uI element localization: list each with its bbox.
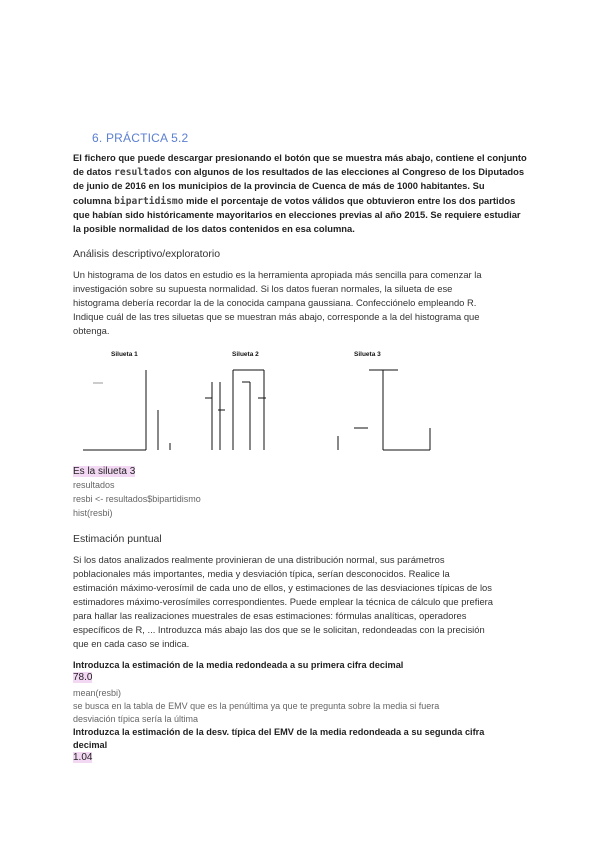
question-desv-cont: decimal: [73, 740, 108, 750]
analisis-title: Análisis descriptivo/exploratorio: [73, 248, 221, 260]
estimacion-line: estimación máximo-verosímil de cada uno de ellos, y estimaciones de las desviaciones típicas de los: [73, 582, 492, 593]
estimacion-line: que en cada caso se indica.: [73, 638, 190, 649]
analisis-line: Un histograma de los datos en estudio es la herramienta apropiada más sencilla para comenzar la: [73, 269, 482, 280]
code-line: resbi <- resultados$bipartidismo: [73, 494, 201, 504]
analisis-line: histograma debería recordar la de la conocida campana gaussiana. Confecciónelo empleando R.: [73, 297, 477, 308]
silueta-2: [205, 370, 266, 450]
estimacion-title: Estimación puntual: [73, 533, 162, 545]
estimacion-line: específicos de R, ... Introduzca más abajo las dos que se le solicitan, redondeadas con la precisión: [73, 624, 485, 635]
code-line: hist(resbi): [73, 508, 113, 518]
silueta-answer: Es la silueta 3: [73, 466, 136, 477]
estimacion-line: estimadores máximo-verosímiles correspondientes. Puede emplear la técnica de cálculo que prefiera: [73, 596, 493, 607]
question-media: Introduzca la estimación de la media redondeada a su primera cifra decimal: [73, 660, 404, 670]
estimacion-line: Si los datos analizados realmente provinieran de una distribución normal, sus parámetros: [73, 554, 445, 565]
silueta-3: [338, 370, 430, 450]
answer-media[interactable]: 78.0: [73, 672, 93, 683]
code-resultados: resultados: [114, 167, 172, 178]
silueta-3-label: Silueta 3: [354, 351, 381, 358]
question-desv: Introduzca la estimación de la desv. típica del EMV de la media redondeada a su segunda cifra: [73, 727, 485, 737]
intro-line: la posible normalidad de los datos contenidos en esa columna.: [73, 223, 355, 234]
siluetas-figure: [0, 340, 600, 465]
intro-line: de datos resultados con algunos de los resultados de las elecciones al Congreso de los Diputados: [73, 166, 525, 178]
intro-line: que habían sido históricamente mayoritarios en elecciones previas al año 2015. Se requiere estudiar: [73, 209, 521, 220]
silueta-1: [83, 370, 170, 450]
note-line: desviación típica sería la última: [73, 714, 199, 724]
note-line: se busca en la tabla de EMV que es la penúltima ya que te pregunta sobre la media si fuera: [73, 701, 440, 711]
code-bipartidismo: bipartidismo: [114, 196, 184, 207]
intro-line: de junio de 2016 en los municipios de la provincia de Cuenca de más de 1000 habitantes. Su: [73, 180, 485, 191]
intro-line: columna bipartidismo mide el porcentaje de votos válidos que obtuvieron entre los dos partidos: [73, 195, 516, 207]
note-line: mean(resbi): [73, 688, 122, 698]
analisis-line: obtenga.: [73, 325, 110, 336]
code-line: resultados: [73, 480, 115, 490]
answer-desv[interactable]: 1.04: [73, 752, 93, 763]
analisis-line: investigación sobre su supuesta normalidad. Si los datos fueran normales, la silueta de ese: [73, 283, 453, 294]
analisis-line: Indique cuál de las tres siluetas que se muestran más abajo, corresponde a la del histograma que: [73, 311, 480, 322]
silueta-1-label: Silueta 1: [111, 351, 138, 358]
estimacion-line: poblacionales más importantes, media y desviación típica, serían desconocidos. Realice la: [73, 568, 450, 579]
section-heading: 6. PRÁCTICA 5.2: [92, 131, 189, 145]
intro-line: El fichero que puede descargar presionando el botón que se muestra más abajo, contiene el conjunto: [73, 152, 527, 163]
estimacion-line: para hallar las realizaciones muestrales de esas estimaciones: fórmulas analíticas, operadores: [73, 610, 467, 621]
silueta-2-label: Silueta 2: [232, 351, 259, 358]
